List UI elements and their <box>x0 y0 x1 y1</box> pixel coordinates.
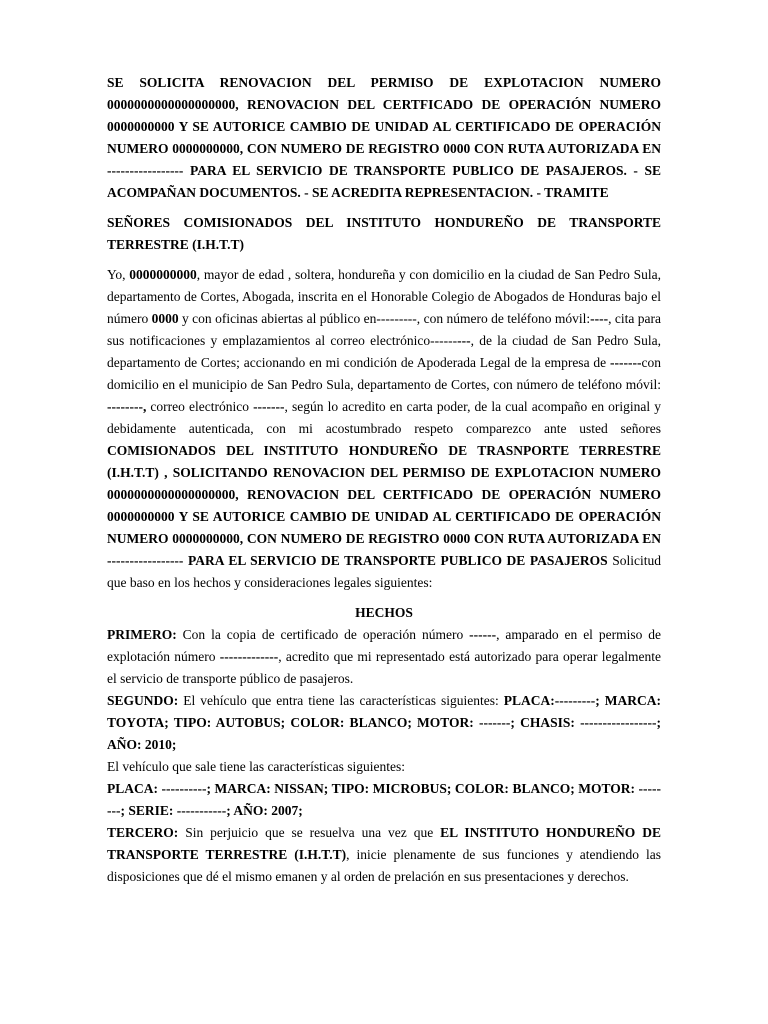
fact-primero: PRIMERO: Con la copia de certificado de operación número ------, amparado en el permiso de explotación número -------------, acredito que mi representado está autorizado para operar legalmente el servicio de transporte público de pasajeros. <box>107 627 661 686</box>
addressee: SEÑORES COMISIONADOS DEL INSTITUTO HONDUREÑO DE TRANSPORTE TERRESTRE (I.H.T.T) <box>107 215 661 252</box>
applicant-name: 0000000000 <box>129 267 197 282</box>
outgoing-vehicle-details: PLACA: ----------; MARCA: NISSAN; TIPO: MICROBUS; COLOR: BLANCO; MOTOR: --------; SERIE: -----------; AÑO: 2007; <box>107 781 661 818</box>
applicant-phone: ---- <box>590 311 609 326</box>
hechos-title: HECHOS <box>355 605 413 620</box>
request-bold: COMISIONADOS DEL INSTITUTO HONDUREÑO DE TRASNPORTE TERRESTRE (I.H.T.T) , SOLICITANDO RENOVACION DEL PERMISO DE EXPLOTACION NUMERO 0000000000000000000, RENOVACION DEL CERTFICADO DE OPERACIÓN NUMERO 0000000000 Y SE AUTORICE CAMBIO DE UNIDAD AL CERTIFICADO DE OPERACIÓN NUMERO 0000000000, CON NUMERO DE REGISTRO 0000 CON RUTA AUTORIZADA EN ----------------- PARA EL SERVICIO DE TRANSPORTE PUBLICO DE PASAJEROS <box>107 443 661 568</box>
fact-tercero: TERCERO: Sin perjuicio que se resuelva una vez que EL INSTITUTO HONDUREÑO DE TRANSPORTE TERRESTRE (I.H.T.T), inicie plenamente de sus funciones y atendiendo las disposiciones que dé el mismo emanen y al orden de prelación en sus presentaciones y derechos. <box>107 825 661 884</box>
tercero-label: TERCERO: <box>107 825 179 840</box>
colegio-number: 0000 <box>151 311 179 326</box>
applicant-email-tail: --- <box>457 333 471 348</box>
company-email: ------- <box>253 399 285 414</box>
document-heading: SE SOLICITA RENOVACION DEL PERMISO DE EXPLOTACION NUMERO 0000000000000000000, RENOVACION DEL CERTFICADO DE OPERACIÓN NUMERO 0000000000 Y SE AUTORICE CAMBIO DE UNIDAD AL CERTIFICADO DE OPERACIÓN NUMERO 0000000000, CON NUMERO DE REGISTRO 0000 CON RUTA AUTORIZADA EN ----------------- PARA EL SERVICIO DE TRANSPORTE PUBLICO DE PASAJEROS. - SE ACOMPAÑAN DOCUMENTOS. - SE ACREDITA REPRESENTACION. - TRAMITE <box>107 75 661 200</box>
segundo-label: SEGUNDO: <box>107 693 179 708</box>
company-phone: --------, <box>107 399 147 414</box>
fact-segundo: SEGUNDO: El vehículo que entra tiene las características siguientes: PLACA:---------; MARCA: TOYOTA; TIPO: AUTOBUS; COLOR: BLANCO; MOTOR: -------; CHASIS: -----------------; AÑO: 2010; <box>107 693 661 752</box>
incoming-vehicle-details: PLACA:---------; MARCA: TOYOTA; TIPO: AUTOBUS; COLOR: BLANCO; MOTOR: -------; CHASIS: -----------------; AÑO: 2010; <box>107 693 661 752</box>
company-name: ------- <box>610 355 642 370</box>
intro-paragraph: Yo, 0000000000, mayor de edad , soltera, hondureña y con domicilio en la ciudad de San Pedro Sula, departamento de Cortes, Abogada, inscrita en el Honorable Colegio de Abogados de Honduras bajo el número 0000 y con oficinas abiertas al público en---------, con número de teléfono móvil:----, cita para sus notificaciones y emplazamientos al correo electrónico---------, de la ciudad de San Pedro Sula, departamento de Cortes; accionando en mi condición de Apoderada Legal de la empresa de -------con domicilio en el municipio de San Pedro Sula, departamento de Cortes, con número de teléfono móvil: --------, correo electrónico -------, según lo acredito en carta poder, de la cual acompaño en original y debidamente autenticada, con mi acostumbrado respeto comparezco ante usted señores COMISIONADOS DEL INSTITUTO HONDUREÑO DE TRASNPORTE TERRESTRE (I.H.T.T) , SOLICITANDO RENOVACION DEL PERMISO DE EXPLOTACION NUMERO 0000000000000000000, RENOVACION DEL CERTFICADO DE OPERACIÓN NUMERO 0000000000 Y SE AUTORICE CAMBIO DE UNIDAD AL CERTIFICADO DE OPERACIÓN NUMERO 0000000000, CON NUMERO DE REGISTRO 0000 CON RUTA AUTORIZADA EN ----------------- PARA EL SERVICIO DE TRANSPORTE PUBLICO DE PASAJEROS Solicitud que baso en los hechos y consideraciones legales siguientes: <box>107 267 661 590</box>
primero-label: PRIMERO: <box>107 627 177 642</box>
document-page <box>107 72 661 888</box>
outgoing-vehicle-intro: El vehículo que sale tiene las características siguientes: <box>107 759 406 774</box>
ihtt-name: EL INSTITUTO HONDUREÑO DE TRANSPORTE TERRESTRE (I.H.T.T) <box>107 825 661 862</box>
